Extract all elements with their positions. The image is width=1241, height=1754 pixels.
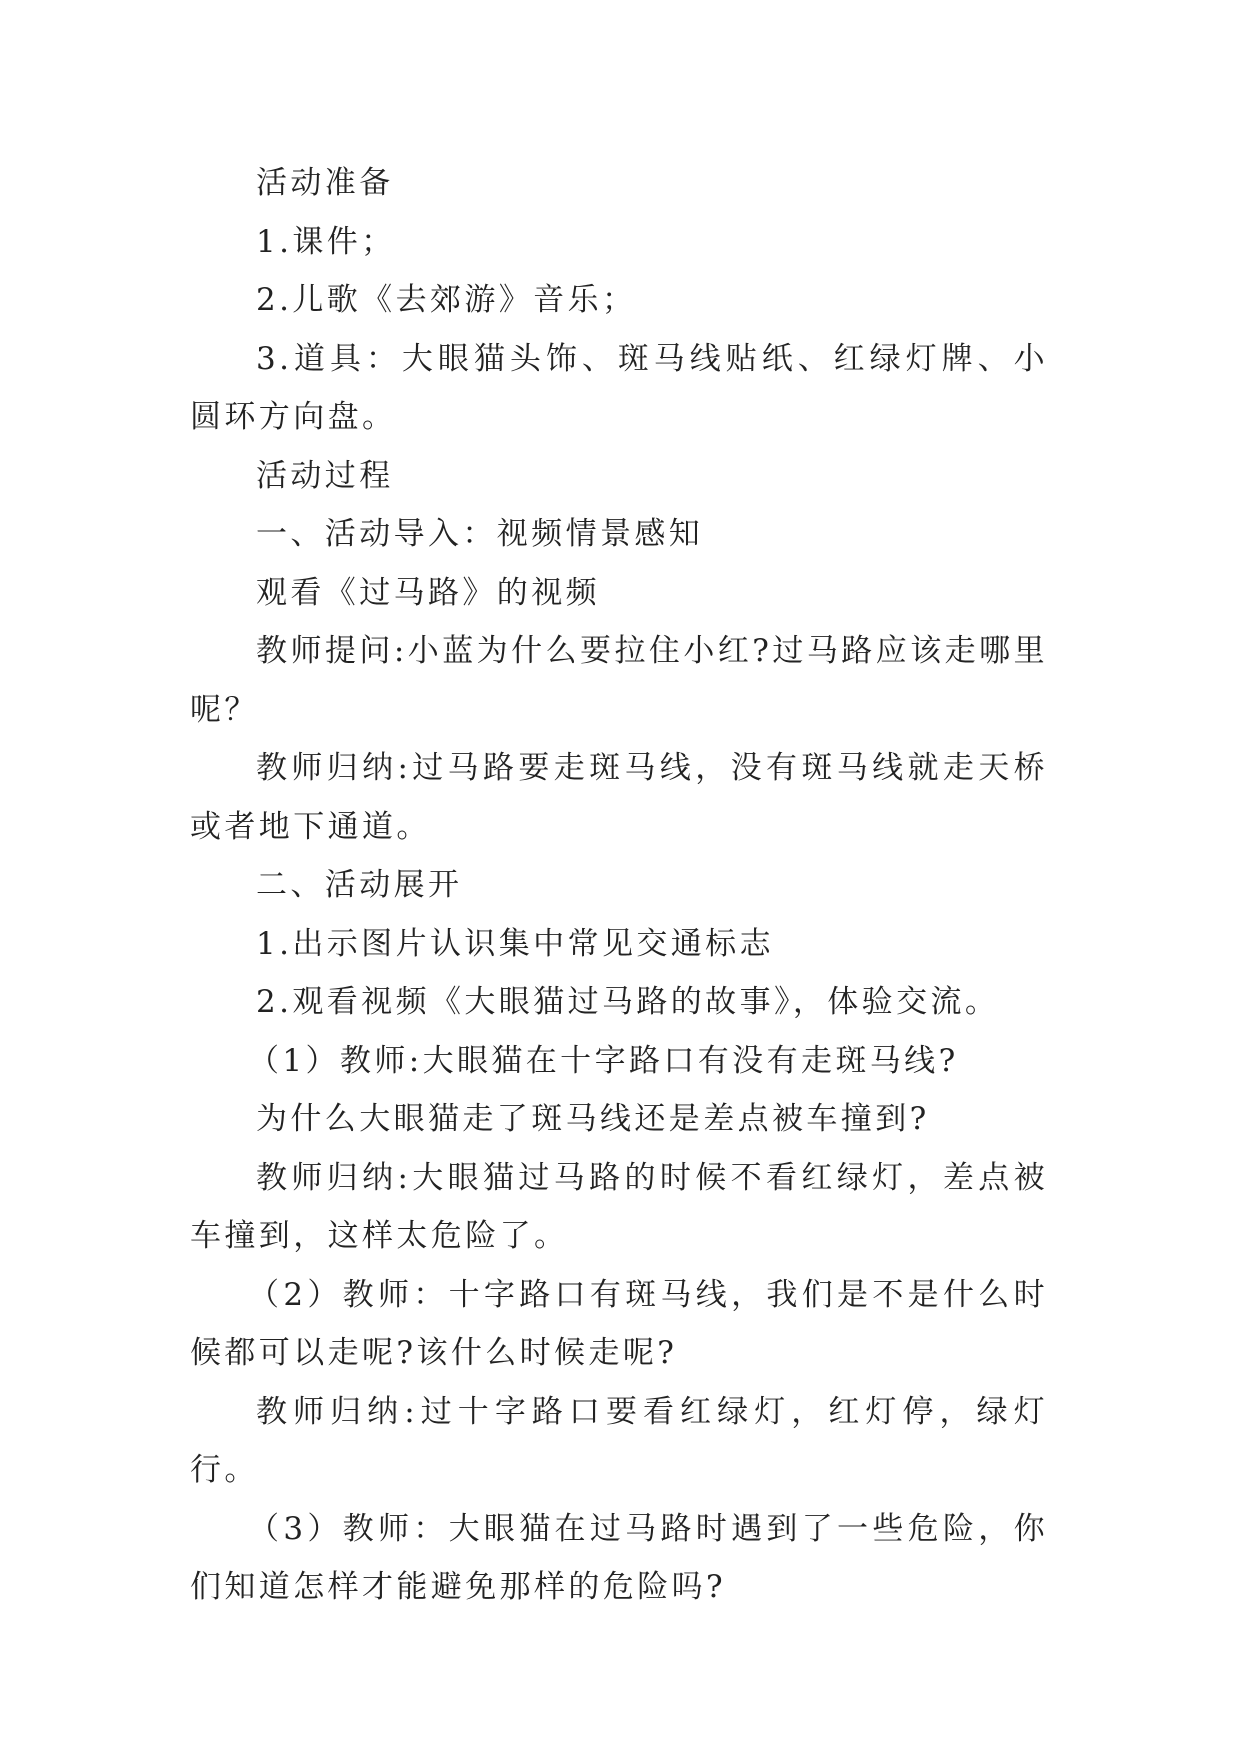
body-paragraph: 2.观看视频《大眼猫过马路的故事》，体验交流。 (256, 984, 1000, 1020)
preparation-item: 2.儿歌《去郊游》音乐； (256, 282, 637, 318)
question-paragraph: （1）教师:大眼猫在十字路口有没有走斑马线? (248, 1042, 959, 1079)
section-heading-preparation: 活动准备 (256, 165, 394, 201)
subsection-heading: 一、活动导入：视频情景感知 (256, 516, 704, 552)
section-heading-process: 活动过程 (256, 457, 394, 494)
body-paragraph: 观看《过马路》的视频 (256, 574, 600, 611)
question-paragraph: （3）教师：大眼猫在过马路时遇到了一些危险，你们知道怎样才能避免那样的危险吗? (190, 1510, 1048, 1605)
body-paragraph: 教师归纳:过马路要走斑马线，没有斑马线就走天桥或者地下通道。 (190, 750, 1048, 845)
body-paragraph: 教师归纳:大眼猫过马路的时候不看红绿灯，差点被车撞到，这样太危险了。 (190, 1159, 1048, 1254)
preparation-item: 1.课件； (256, 223, 396, 260)
body-paragraph: 为什么大眼猫走了斑马线还是差点被车撞到? (256, 1101, 930, 1137)
body-paragraph: 教师提问:小蓝为什么要拉住小红?过马路应该走哪里呢？ (190, 633, 1048, 728)
subsection-heading: 二、活动展开 (256, 867, 463, 903)
question-paragraph: （2）教师：十字路口有斑马线，我们是不是什么时候都可以走呢?该什么时候走呢? (190, 1276, 1048, 1371)
body-paragraph: 教师归纳:过十字路口要看红绿灯，红灯停，绿灯行。 (190, 1393, 1048, 1488)
body-paragraph: 1.出示图片认识集中常见交通标志 (256, 925, 774, 962)
preparation-item: 3.道具：大眼猫头饰、斑马线贴纸、红绿灯牌、小圆环方向盘。 (190, 340, 1048, 435)
document-body (190, 154, 1048, 1617)
